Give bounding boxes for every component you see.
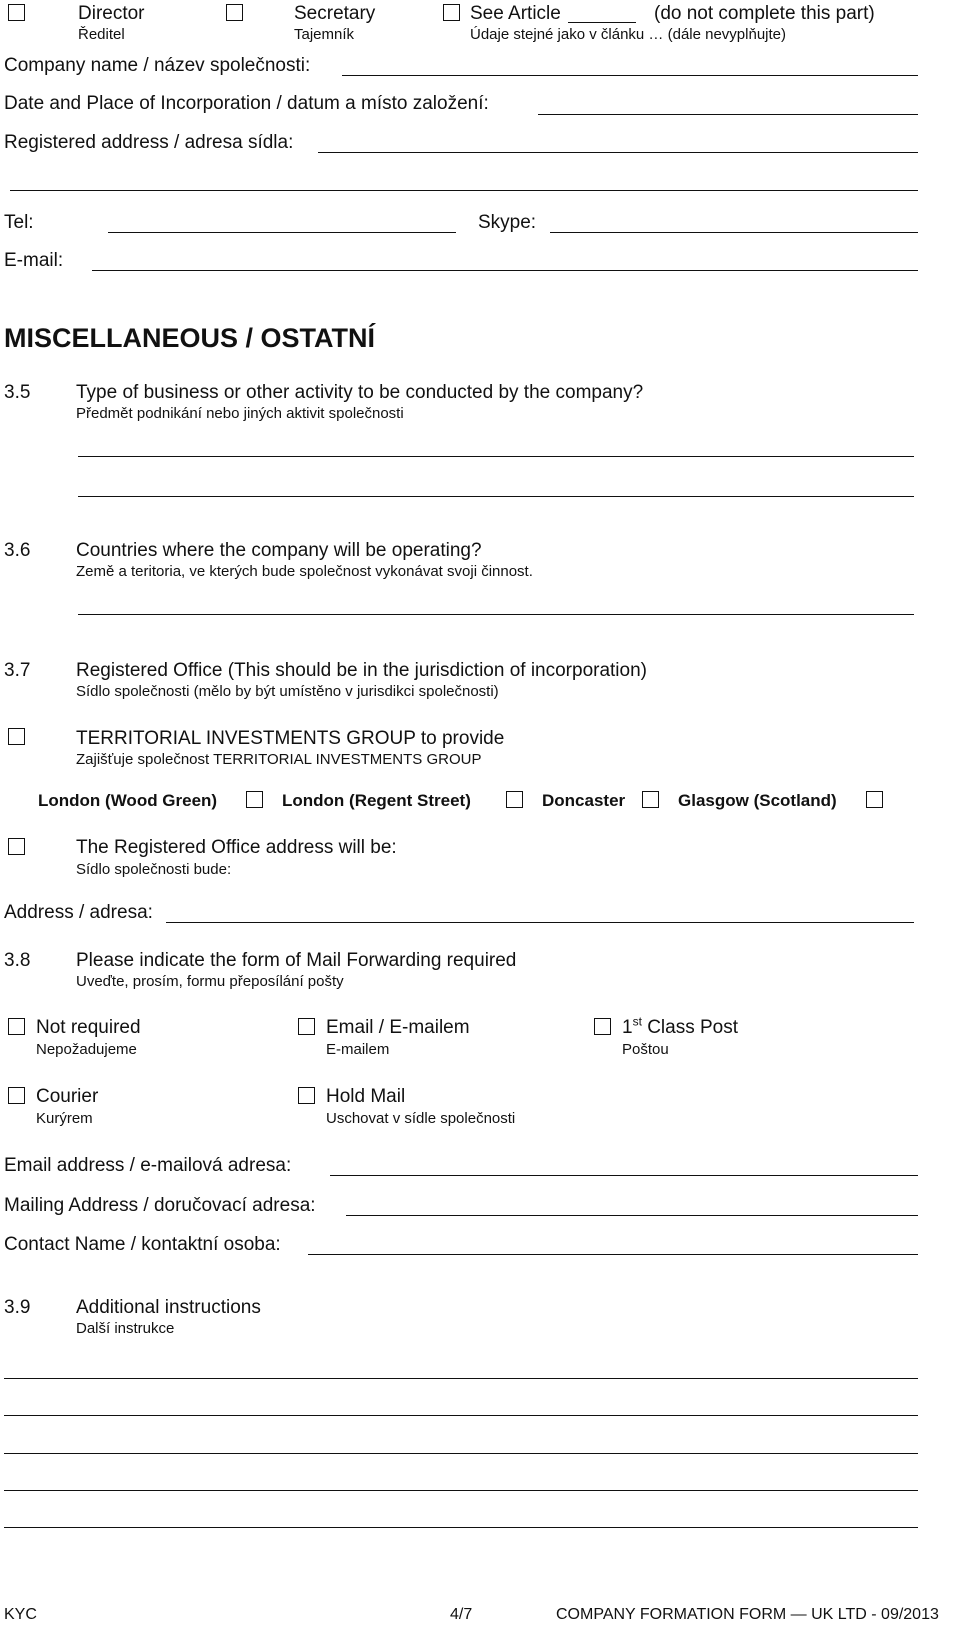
own-office-label-cz: Sídlo společnosti bude: (76, 861, 232, 878)
mail-hold-label-cz: Uschovat v sídle společnosti (326, 1110, 516, 1127)
secretary-label: Secretary (294, 3, 376, 24)
mail-email-address-field[interactable] (330, 1175, 918, 1176)
q35-question-cz: Předmět podnikání nebo jiných aktivit společnosti (76, 405, 404, 422)
q35-answer-line-1[interactable] (78, 456, 914, 457)
q36-question-cz: Země a teritoria, ve kterých bude společnost vykonávat svoji činnost. (76, 563, 533, 580)
mail-not-required-label-cz: Nepožadujeme (36, 1041, 137, 1058)
location-glasgow-checkbox[interactable] (866, 791, 883, 808)
q39-answer-line-1[interactable] (4, 1378, 918, 1379)
location-london-wood-green-label: London (Wood Green) (38, 791, 218, 810)
date-place-field[interactable] (538, 114, 918, 115)
tig-provide-label: TERRITORIAL INVESTMENTS GROUP to provide (76, 728, 505, 749)
location-london-regent-street-label: London (Regent Street) (282, 791, 471, 810)
mail-email-label: Email / E-mailem (326, 1017, 470, 1038)
mail-not-required-label: Not required (36, 1017, 141, 1038)
date-place-label: Date and Place of Incorporation / datum a místo založení: (4, 93, 489, 114)
see-article-label: See Article (470, 3, 561, 24)
mail-not-required-checkbox[interactable] (8, 1018, 25, 1035)
skype-label: Skype: (478, 212, 537, 233)
mail-email-checkbox[interactable] (298, 1018, 315, 1035)
tel-field[interactable] (108, 232, 456, 233)
location-london-regent-street-checkbox[interactable] (506, 791, 523, 808)
mail-hold-checkbox[interactable] (298, 1087, 315, 1104)
mail-first-class-checkbox[interactable] (594, 1018, 611, 1035)
director-checkbox[interactable] (8, 4, 25, 21)
mail-email-address-label: Email address / e-mailová adresa: (4, 1155, 292, 1176)
q39-answer-line-2[interactable] (4, 1415, 918, 1416)
footer-right: COMPANY FORMATION FORM — UK LTD - 09/2013 (556, 1606, 939, 1623)
q39-answer-line-3[interactable] (4, 1453, 918, 1454)
mail-hold-label: Hold Mail (326, 1086, 406, 1107)
footer-page-number: 4/7 (450, 1606, 473, 1623)
skype-field[interactable] (550, 232, 918, 233)
director-label-cz: Ředitel (78, 26, 125, 43)
q35-number: 3.5 (4, 382, 31, 403)
see-article-number-field[interactable] (568, 22, 636, 23)
secretary-checkbox[interactable] (226, 4, 243, 21)
q37-question-cz: Sídlo společnosti (mělo by být umístěno v jurisdikci společnosti) (76, 683, 499, 700)
contact-name-label: Contact Name / kontaktní osoba: (4, 1234, 281, 1255)
q35-answer-line-2[interactable] (78, 496, 914, 497)
footer-left: KYC (4, 1606, 37, 1623)
company-name-field[interactable] (342, 75, 918, 76)
q38-question-cz: Uveďte, prosím, formu přeposílání pošty (76, 973, 344, 990)
q37-number: 3.7 (4, 660, 31, 681)
director-label: Director (78, 3, 145, 24)
company-name-label: Company name / název společnosti: (4, 55, 311, 76)
q35-question: Type of business or other activity to be conducted by the company? (76, 382, 644, 403)
email-label: E-mail: (4, 250, 64, 271)
address-field[interactable] (166, 922, 914, 923)
q39-answer-line-4[interactable] (4, 1490, 918, 1491)
location-glasgow-label: Glasgow (Scotland) (678, 791, 837, 810)
section-heading: MISCELLANEOUS / OSTATNÍ (4, 323, 375, 353)
mail-courier-checkbox[interactable] (8, 1087, 25, 1104)
mail-first-class-label-cz: Poštou (622, 1041, 669, 1058)
secretary-label-cz: Tajemník (294, 26, 355, 43)
see-article-checkbox[interactable] (443, 4, 460, 21)
see-article-label-cz: Údaje stejné jako v článku … (dále nevyplňujte) (470, 26, 787, 43)
mail-email-label-cz: E-mailem (326, 1041, 390, 1058)
q39-question: Additional instructions (76, 1297, 261, 1318)
location-london-wood-green-checkbox[interactable] (246, 791, 263, 808)
contact-name-field[interactable] (308, 1254, 918, 1255)
tel-label: Tel: (4, 212, 34, 233)
mailing-address-field[interactable] (346, 1215, 918, 1216)
q39-number: 3.9 (4, 1297, 31, 1318)
registered-address-label: Registered address / adresa sídla: (4, 132, 294, 153)
mailing-address-label: Mailing Address / doručovací adresa: (4, 1195, 316, 1216)
own-office-checkbox[interactable] (8, 838, 25, 855)
q39-answer-line-5[interactable] (4, 1527, 918, 1528)
mail-first-class-label: 1st Class Post (622, 1014, 739, 1038)
registered-address-field[interactable] (318, 152, 918, 153)
q38-number: 3.8 (4, 950, 31, 971)
q37-question: Registered Office (This should be in the jurisdiction of incorporation) (76, 660, 647, 681)
location-doncaster-checkbox[interactable] (642, 791, 659, 808)
mail-courier-label: Courier (36, 1086, 99, 1107)
address-label: Address / adresa: (4, 902, 153, 923)
location-doncaster-label: Doncaster (542, 791, 626, 810)
q36-question: Countries where the company will be operating? (76, 540, 482, 561)
own-office-label: The Registered Office address will be: (76, 837, 397, 858)
registered-address-field-2[interactable] (10, 190, 918, 191)
q36-number: 3.6 (4, 540, 31, 561)
q36-answer-line[interactable] (78, 614, 914, 615)
tig-provide-checkbox[interactable] (8, 728, 25, 745)
q38-question: Please indicate the form of Mail Forwarding required (76, 950, 517, 971)
tig-provide-label-cz: Zajišťuje společnost TERRITORIAL INVESTMENTS GROUP (76, 751, 482, 768)
mail-courier-label-cz: Kurýrem (36, 1110, 93, 1127)
email-field[interactable] (92, 270, 918, 271)
q39-question-cz: Další instrukce (76, 1320, 175, 1337)
see-article-note: (do not complete this part) (654, 3, 875, 24)
